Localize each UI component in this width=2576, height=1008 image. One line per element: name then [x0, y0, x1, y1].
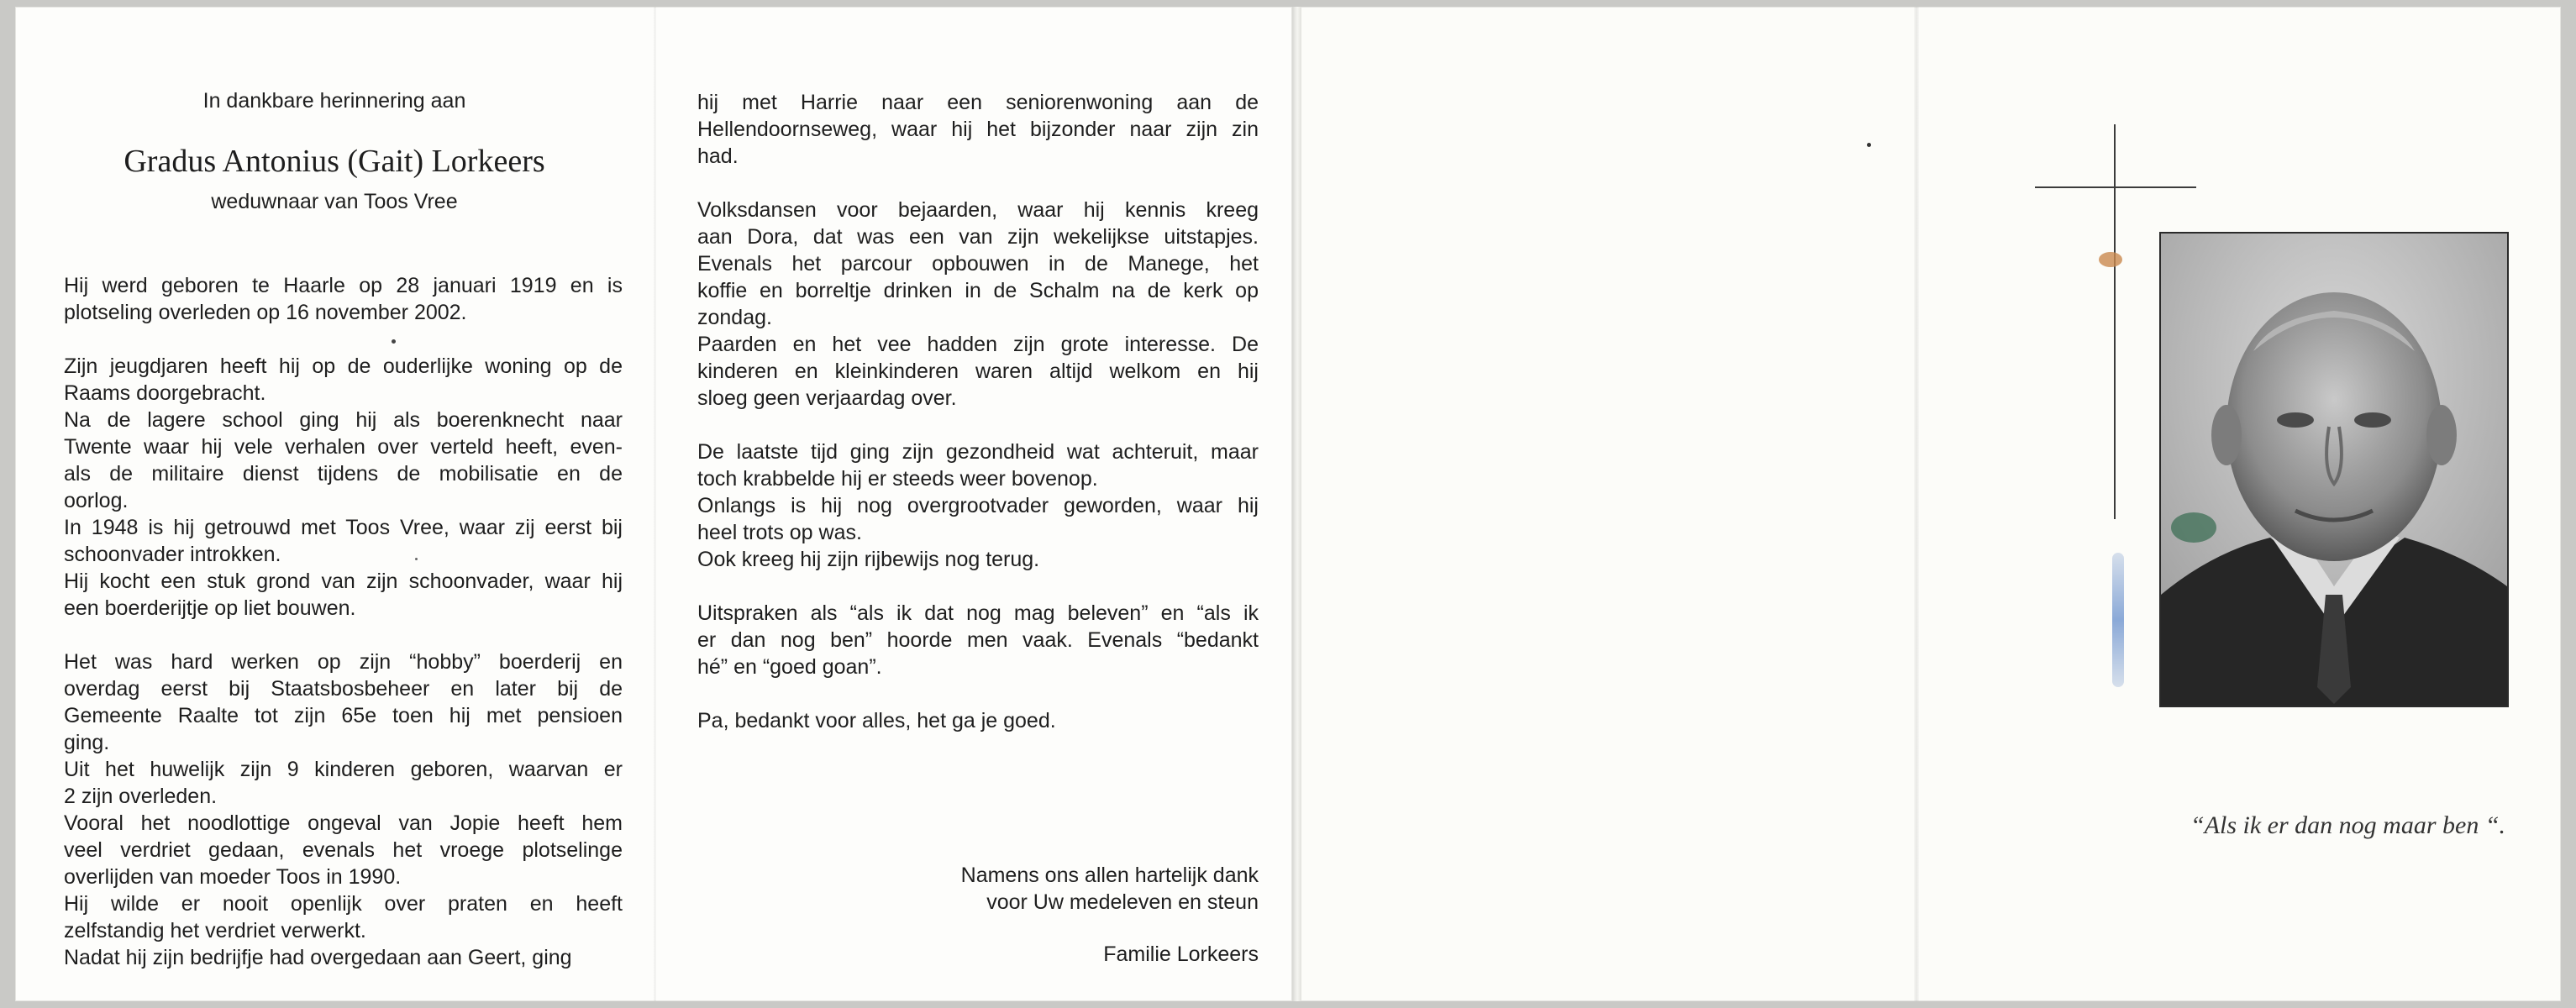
card-left-page — [15, 7, 1292, 1001]
biography-column-1 — [64, 272, 623, 971]
biography-line: Uit het huwelijk zijn 9 kinderen geboren, waarvan er — [64, 758, 623, 781]
biography-line: Onlangs is hij nog overgrootvader geworden, waar hij — [697, 494, 1259, 517]
biography-line: sloeg geen verjaardag over. — [697, 386, 957, 410]
intro-line: In dankbare herinnering aan — [202, 89, 466, 113]
biography-line: Hellendoornseweg, waar hij het bijzonder naar zijn zin — [697, 118, 1259, 141]
biography-line: Twente waar hij vele verhalen over verteld heeft, even- — [64, 435, 623, 459]
fold-crease-left — [654, 7, 656, 1001]
biography-line: Zijn jeugdjaren heeft hij op de ouderlijke woning op de — [64, 354, 623, 378]
biography-line: toch krabbelde hij er steeds weer bovenop. — [697, 467, 1098, 491]
biography-line: Pa, bedankt voor alles, het ga je goed. — [697, 709, 1056, 732]
thanks-block — [697, 862, 1259, 916]
biography-line: heel trots op was. — [697, 521, 862, 544]
biography-line: Hij kocht een stuk grond van zijn schoonvader, waar hij — [64, 570, 623, 593]
widower-of-line: weduwnaar van Toos Vree — [211, 190, 458, 213]
biography-line: Raams doorgebracht. — [64, 381, 266, 405]
deceased-name: Gradus Antonius (Gait) Lorkeers — [124, 144, 545, 179]
thanks-line-1: Namens ons allen hartelijk dank — [960, 864, 1259, 887]
biography-line: 2 zijn overleden. — [64, 785, 218, 808]
biography-line: Het was hard werken op zijn “hobby” boerderij en — [64, 650, 623, 674]
biography-line: koffie en borreltje drinken in de Schalm na de kerk op — [697, 279, 1259, 302]
biography-line: Gemeente Raalte tot zijn 65e toen hij met pensioen — [64, 704, 623, 727]
biography-line: Volksdansen voor bejaarden, waar hij kennis kreeg — [697, 198, 1259, 222]
family-signature: Familie Lorkeers — [1103, 942, 1259, 966]
biography-line: Paarden en het vee hadden zijn grote interesse. De — [697, 333, 1259, 356]
ink-speck — [415, 558, 418, 560]
ink-speck — [392, 339, 396, 344]
biography-line: had. — [697, 144, 739, 168]
biography-line: schoonvader introkken. — [64, 543, 281, 566]
fold-crease-right — [1914, 7, 1919, 1001]
green-stain — [2171, 512, 2216, 543]
biography-line: oorlog. — [64, 489, 129, 512]
cross-icon — [2114, 124, 2116, 519]
biography-line: hij met Harrie naar een seniorenwoning aan de — [697, 91, 1259, 114]
biography-line: overdag eerst bij Staatsbosbeheer en later bij de — [64, 677, 623, 701]
biography-line: Evenals het parcour opbouwen in de Manege, het — [697, 252, 1259, 276]
biography-line: hé” en “goed goan”. — [697, 655, 882, 679]
biography-line: kinderen en kleinkinderen waren altijd welkom en hij — [697, 360, 1259, 383]
blue-stain — [2112, 553, 2124, 687]
ink-speck — [1867, 143, 1871, 147]
biography-column-2 — [697, 89, 1259, 734]
biography-line: veel verdriet gedaan, evenals het vroege plotselinge — [64, 838, 623, 862]
biography-line: Uitspraken als “als ik dat nog mag beleven” en “als ik — [697, 601, 1259, 625]
biography-line: zondag. — [697, 306, 772, 329]
thanks-line-2: voor Uw medeleven en steun — [986, 890, 1259, 914]
paragraph-gap — [697, 412, 1259, 438]
center-fold — [1292, 7, 1301, 1001]
biography-line: zelfstandig het verdriet verwerkt. — [64, 919, 366, 942]
biography-line: Na de lagere school ging hij als boerenknecht naar — [64, 408, 623, 432]
biography-line: een boerderijtje op liet bouwen. — [64, 596, 356, 620]
paragraph-gap — [697, 680, 1259, 707]
biography-line: Nadat hij zijn bedrijfje had overgedaan aan Geert, ging — [64, 946, 572, 969]
rust-stain — [2099, 252, 2122, 267]
biography-line: als de militaire dienst tijdens de mobilisatie en de — [64, 462, 623, 486]
memorial-card-spread — [15, 7, 2561, 1001]
cross-icon-bar — [2035, 186, 2196, 188]
biography-line: er dan nog ben” hoorde men vaak. Evenals “bedankt — [697, 628, 1259, 652]
paragraph-gap — [697, 573, 1259, 600]
biography-line: aan Dora, dat was een van zijn wekelijkse uitstapjes. — [697, 225, 1259, 249]
biography-line: overlijden van moeder Toos in 1990. — [64, 865, 402, 889]
biography-line: In 1948 is hij getrouwd met Toos Vree, waar zij eerst bij — [64, 516, 623, 539]
portrait-image — [2161, 234, 2507, 706]
paragraph-gap — [64, 326, 623, 353]
biography-line: De laatste tijd ging zijn gezondheid wat achteruit, maar — [697, 440, 1259, 464]
biography-line: ging. — [64, 731, 110, 754]
paragraph-gap — [697, 170, 1259, 197]
biography-line: plotseling overleden op 16 november 2002. — [64, 301, 467, 324]
biography-line: Vooral het noodlottige ongeval van Jopie heeft hem — [64, 811, 623, 835]
biography-line: Hij wilde er nooit openlijk over praten en heeft — [64, 892, 623, 916]
memorial-quote: “Als ik er dan nog maar ben “. — [2190, 811, 2505, 839]
paragraph-gap — [64, 622, 623, 648]
biography-line: Hij werd geboren te Haarle op 28 januari 1919 en is — [64, 274, 623, 297]
portrait-photo — [2159, 232, 2509, 707]
biography-line: Ook kreeg hij zijn rijbewijs nog terug. — [697, 548, 1040, 571]
